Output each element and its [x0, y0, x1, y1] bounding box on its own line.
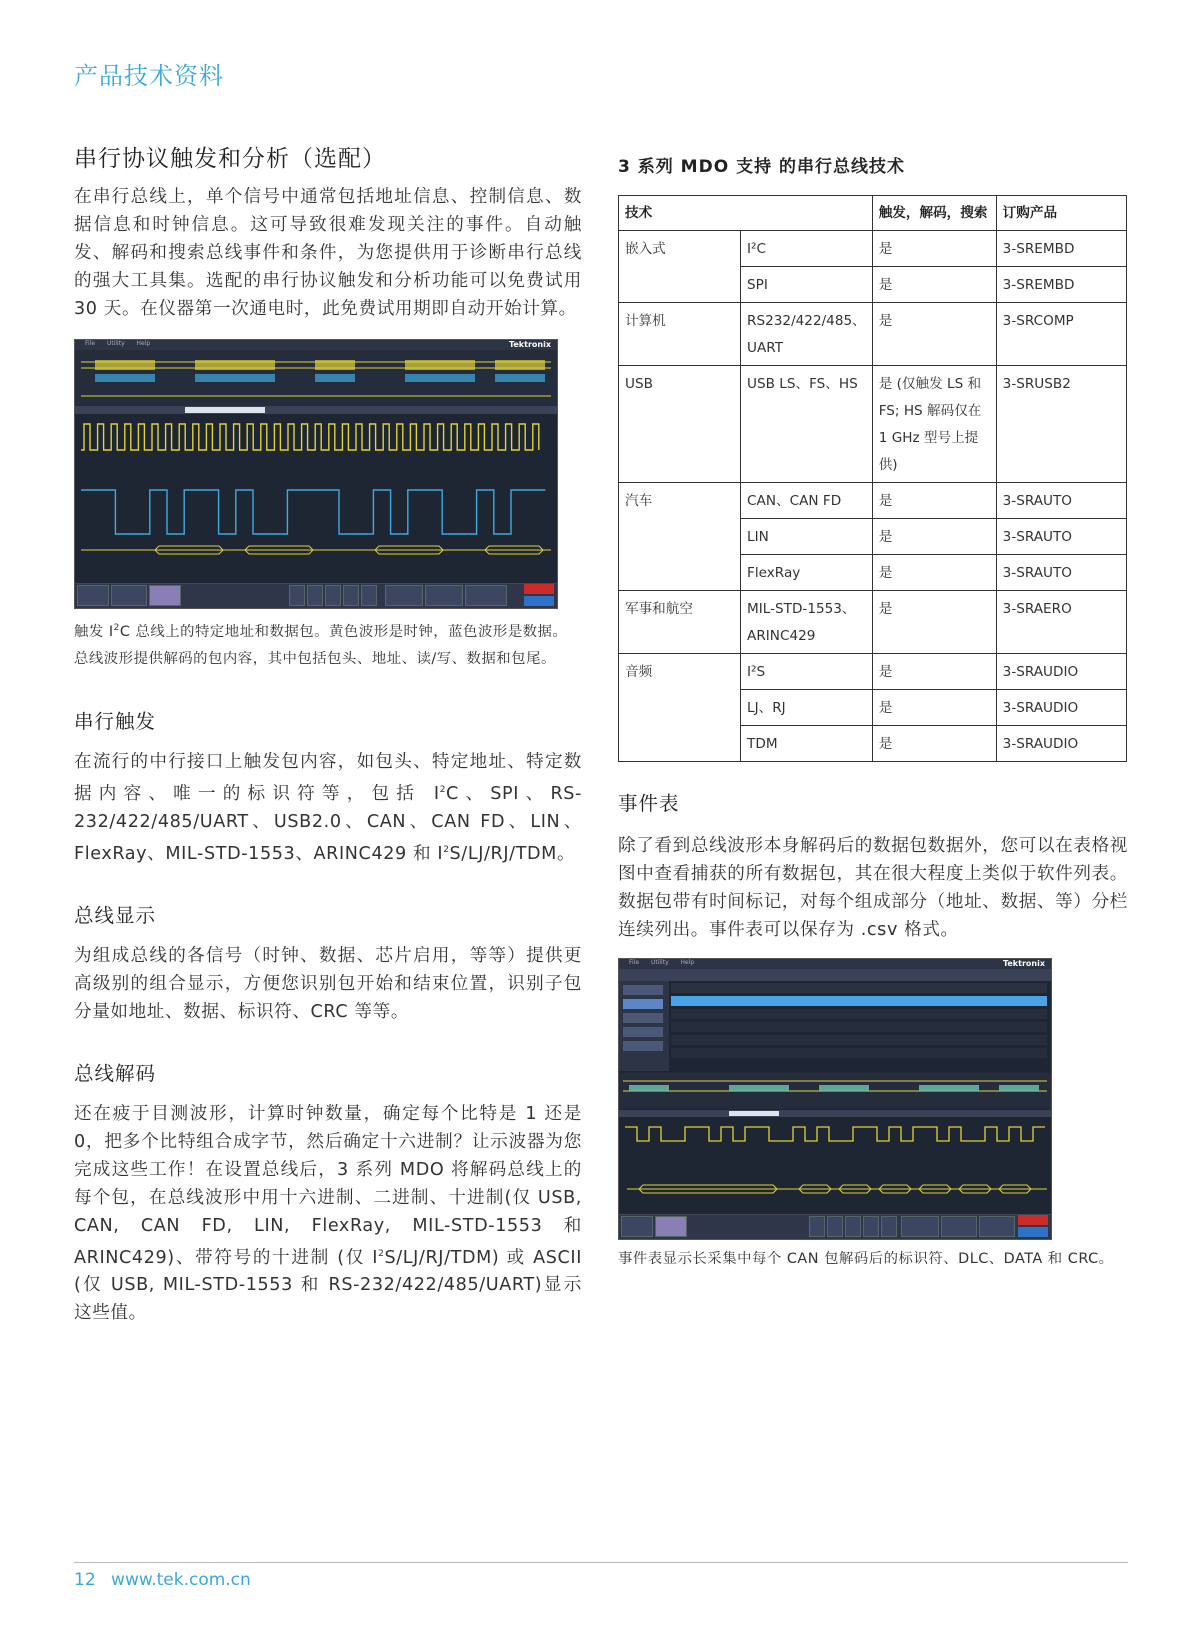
serial-bus-table: [618, 195, 1127, 762]
bus-tile[interactable]: [655, 1216, 687, 1237]
cell-technology: MIL-STD-1553、ARINC429: [741, 591, 873, 654]
table-title: 3 系列 MDO 支持 的串行总线技术: [618, 157, 905, 177]
cell-category: 汽车: [619, 483, 741, 591]
cell-technology: CAN、CAN FD: [741, 483, 873, 519]
page-number: 12: [74, 1570, 96, 1590]
oscilloscope-screenshot-i2c: [74, 339, 558, 609]
cell-support: 是: [872, 555, 996, 591]
caption-i2c: 触发 $I^2C$ 总线上的特定地址和数据包。黄色波形是时钟，蓝色波形是数据。总线波形提供解码的包内容，其中包括包头、地址、读/写、数据和包尾。: [74, 623, 568, 668]
table-row: [619, 483, 1127, 519]
cell-category: USB: [619, 366, 741, 483]
cell-technology: LIN: [741, 519, 873, 555]
intro-paragraph: 在串行总线上，单个信号中通常包括地址信息、控制信息、数据信息和时钟信息。这可导致很难发现关注的事件。自动触发、解码和搜索总线事件和条件，为您提供用于诊断串行总线的强大工具集。选配的串行协议触发和分析功能可以免费试用 30 天。在仪器第一次通电时，此免费试用期即自动开始计算。: [74, 187, 582, 319]
bus-display-title: 总线显示: [74, 903, 157, 927]
bus-decode-text: 还在疲于目测波形，计算时钟数量，确定每个比特是 1 还是 0，把多个比特组合成字节，然后确定十六进制？让示波器为您完成这些工作！在设置总线后，3 系列 MDO 将解码总线上的每个包，在总线波形中用十六进制、二进制、十进制(仅 USB, CAN, CAN FD, LIN, FlexRay, MIL-STD-1553 和 ARINC429)、带符号的十进制 (仅 $I^2S/LJ/RJ/TDM$) 或 ASCII (仅 USB, MIL-STD-1553 和 RS-232/422/485/UART)显示这些值。: [74, 1103, 583, 1324]
table-row: [619, 303, 1127, 366]
menu-utility[interactable]: Utility: [650, 959, 669, 966]
footer-url[interactable]: www.tek.com.cn: [111, 1570, 251, 1590]
cell-order: 3-SRAUDIO: [996, 690, 1126, 726]
cell-category: 计算机: [619, 303, 741, 366]
header-order: 订购产品: [996, 196, 1126, 231]
header-technology: 技术: [619, 196, 873, 231]
table-row: [619, 591, 1127, 654]
menu-file[interactable]: File: [85, 340, 96, 347]
oscilloscope-screenshot-can: [618, 958, 1052, 1240]
cell-support: 是: [872, 654, 996, 690]
scope-button[interactable]: [307, 585, 323, 606]
cell-technology: USB LS、FS、HS: [741, 366, 873, 483]
channel-tile[interactable]: [77, 585, 109, 606]
cell-order: 3-SRAUTO: [996, 483, 1126, 519]
menu-file[interactable]: File: [629, 959, 640, 966]
scope-bottombar: [619, 1214, 1051, 1239]
footer-divider: [74, 1562, 1128, 1563]
scope-button[interactable]: [863, 1216, 879, 1237]
cell-order: 3-SRUSB2: [996, 366, 1126, 483]
caption-can: 事件表显示长采集中每个 CAN 包解码后的标识符、DLC、DATA 和 CRC。: [618, 1251, 1114, 1267]
bus-display-text: 为组成总线的各信号（时钟、数据、芯片启用，等等）提供更高级别的组合显示，方便您识别包开始和结束位置，识别子包分量如地址、数据、标识符、CRC 等等。: [74, 945, 582, 1022]
tektronix-logo: Tektronix: [508, 340, 551, 349]
horizontal-tile[interactable]: [385, 585, 423, 606]
bus-tile[interactable]: [149, 585, 181, 606]
event-table-title: 事件表: [618, 792, 680, 815]
can-event-table-display: [619, 969, 1051, 1215]
table-row: [619, 654, 1127, 690]
run-stop-button[interactable]: [1018, 1215, 1048, 1225]
cell-technology: I²C: [741, 231, 873, 267]
cell-technology: I²S: [741, 654, 873, 690]
serial-trigger-title: 串行触发: [74, 709, 157, 733]
cell-support: 是: [872, 591, 996, 654]
header-support: 触发，解码，搜索: [872, 196, 996, 231]
scope-button[interactable]: [325, 585, 341, 606]
scope-button[interactable]: [361, 585, 377, 606]
cell-category: 音频: [619, 654, 741, 762]
left-column: [74, 140, 582, 1327]
event-table-text: 除了看到总线波形本身解码后的数据包数据外，您可以在表格视图中查看捕获的所有数据包，其在很大程度上类似于软件列表。数据包带有时间标记，对每个组成部分（地址、数据、等）分栏连续列出。事件表可以保存为 .csv 格式。: [618, 836, 1128, 940]
trigger-tile[interactable]: [425, 585, 463, 606]
acquisition-tile[interactable]: [465, 585, 507, 606]
scope-button[interactable]: [809, 1216, 825, 1237]
scope-button[interactable]: [881, 1216, 897, 1237]
scope-bottombar: [75, 583, 557, 608]
cell-support: 是: [872, 726, 996, 762]
cell-order: 3-SRAUTO: [996, 555, 1126, 591]
cell-support: 是: [872, 483, 996, 519]
menu-help[interactable]: Help: [136, 340, 151, 347]
cell-support: 是 (仅触发 LS 和 FS; HS 解码仅在 1 GHz 型号上提供): [872, 366, 996, 483]
i2c-waveform-display: [75, 350, 557, 584]
trigger-tile[interactable]: [941, 1216, 977, 1237]
channel-tile[interactable]: [621, 1216, 653, 1237]
footer: [74, 1570, 261, 1590]
cell-technology: FlexRay: [741, 555, 873, 591]
scope-menubar: [619, 959, 1051, 969]
date-tile: [1018, 1227, 1048, 1237]
cell-order: 3-SRAERO: [996, 591, 1126, 654]
bus-decode-title: 总线解码: [74, 1061, 157, 1085]
cell-category: 嵌入式: [619, 231, 741, 303]
cell-technology: TDM: [741, 726, 873, 762]
cell-support: 是: [872, 519, 996, 555]
scope-button[interactable]: [289, 585, 305, 606]
cell-category: 军事和航空: [619, 591, 741, 654]
menu-help[interactable]: Help: [680, 959, 695, 966]
cell-support: 是: [872, 690, 996, 726]
cell-support: 是: [872, 267, 996, 303]
cell-order: 3-SRCOMP: [996, 303, 1126, 366]
cell-technology: SPI: [741, 267, 873, 303]
run-stop-button[interactable]: [524, 584, 554, 594]
header-title: 产品技术资料: [74, 62, 224, 90]
right-column: [618, 152, 1128, 1274]
acquisition-tile[interactable]: [979, 1216, 1015, 1237]
channel-tile[interactable]: [111, 585, 147, 606]
cell-order: 3-SRAUDIO: [996, 654, 1126, 690]
table-row: [619, 231, 1127, 267]
scope-button[interactable]: [343, 585, 359, 606]
scope-menubar: [75, 340, 557, 350]
cell-order: 3-SRAUDIO: [996, 726, 1126, 762]
table-row: [619, 366, 1127, 483]
cell-technology: RS232/422/485、UART: [741, 303, 873, 366]
cell-order: 3-SRAUTO: [996, 519, 1126, 555]
cell-order: 3-SREMBD: [996, 267, 1126, 303]
table-header-row: [619, 196, 1127, 231]
cell-technology: LJ、RJ: [741, 690, 873, 726]
tektronix-logo: Tektronix: [1002, 959, 1045, 968]
scope-button[interactable]: [827, 1216, 843, 1237]
serial-trigger-text: 在流行的中行接口上触发包内容，如包头、特定地址、特定数据内容、唯一的标识符等，包括 $I^2C$、SPI、RS-232/422/485/UART、USB2.0、CAN、CAN FD、LIN、FlexRay、MIL-STD-1553、ARINC429 和 $I^2S/LJ/RJ$/TDM。: [74, 751, 582, 864]
scope-button[interactable]: [845, 1216, 861, 1237]
horizontal-tile[interactable]: [901, 1216, 939, 1237]
section-title: 串行协议触发和分析（选配）: [74, 146, 386, 172]
menu-utility[interactable]: Utility: [106, 340, 125, 347]
date-tile: [524, 596, 554, 606]
cell-support: 是: [872, 303, 996, 366]
cell-support: 是: [872, 231, 996, 267]
cell-order: 3-SREMBD: [996, 231, 1126, 267]
